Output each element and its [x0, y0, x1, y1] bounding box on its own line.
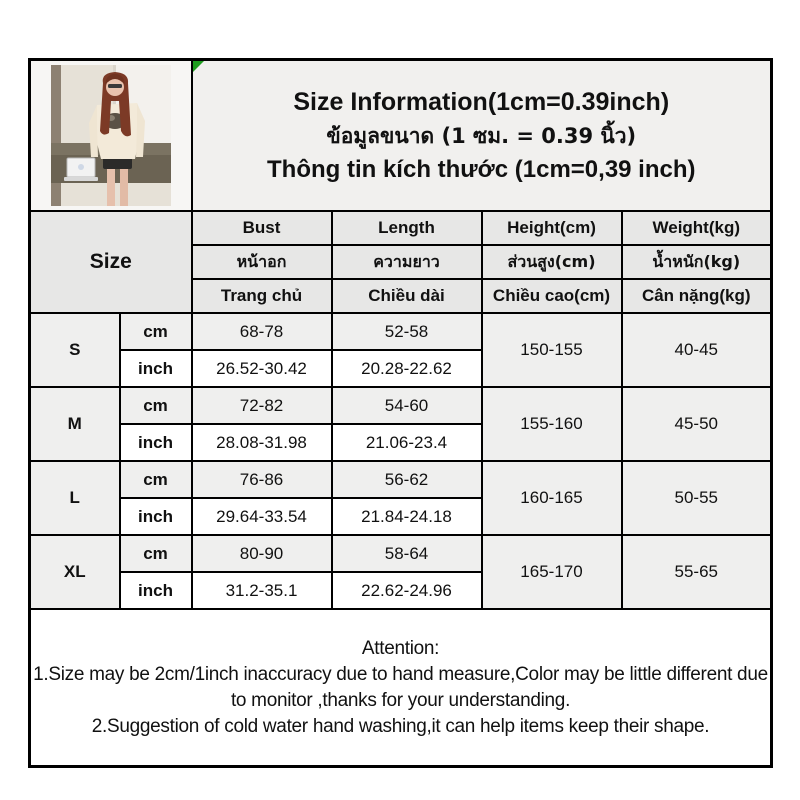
l-length-cm: 56-62: [332, 461, 482, 498]
unit-label-inch: inch: [120, 350, 192, 387]
xl-length-cm: 58-64: [332, 535, 482, 572]
table-row-l-cm: [30, 461, 772, 498]
s-height: 150-155: [482, 313, 622, 387]
col-header-length-vi: Chiều dài: [332, 279, 482, 313]
xl-bust-cm: 80-90: [192, 535, 332, 572]
title-thai: ข้อมูลขนาด (1 ซม. = 0.39 นิ้ว): [326, 123, 637, 148]
size-column-header: Size: [30, 211, 192, 313]
size-label-l: L: [30, 461, 120, 535]
col-header-weight-th: น้ำหนัก(kg): [622, 245, 772, 279]
size-information-title-cell: [192, 60, 772, 212]
s-length-cm: 52-58: [332, 313, 482, 350]
unit-label-inch: inch: [120, 424, 192, 461]
table-row-m-cm: [30, 387, 772, 424]
s-length-inch: 20.28-22.62: [332, 350, 482, 387]
l-weight: 50-55: [622, 461, 772, 535]
unit-label-cm: cm: [120, 535, 192, 572]
xl-length-inch: 22.62-24.96: [332, 572, 482, 609]
title-english: Size Information(1cm=0.39inch): [293, 87, 670, 116]
l-bust-cm: 76-86: [192, 461, 332, 498]
unit-label-cm: cm: [120, 461, 192, 498]
s-bust-cm: 68-78: [192, 313, 332, 350]
green-corner-marker: [193, 61, 204, 72]
l-bust-inch: 29.64-33.54: [192, 498, 332, 535]
title-row: [30, 60, 772, 212]
attention-note-1: 1.Size may be 2cm/1inch inaccuracy due to hand measure,Color may be little different due to monitor ,thanks for your understanding.: [33, 663, 768, 711]
m-length-inch: 21.06-23.4: [332, 424, 482, 461]
table-row-xl-cm: [30, 535, 772, 572]
col-header-length-th: ความยาว: [332, 245, 482, 279]
col-header-length-en: Length: [332, 211, 482, 245]
product-photo-cell: [30, 60, 192, 212]
attention-row: [30, 609, 772, 767]
header-row-english: [30, 211, 772, 245]
col-header-bust-en: Bust: [192, 211, 332, 245]
col-header-bust-vi: Trang chủ: [192, 279, 332, 313]
size-label-m: M: [30, 387, 120, 461]
col-header-height-vi: Chiều cao(cm): [482, 279, 622, 313]
col-header-weight-en: Weight(kg): [622, 211, 772, 245]
m-length-cm: 54-60: [332, 387, 482, 424]
table-row-s-cm: [30, 313, 772, 350]
size-chart-table: [28, 58, 773, 768]
unit-label-cm: cm: [120, 387, 192, 424]
col-header-height-th: ส่วนสูง(cm): [482, 245, 622, 279]
product-photo: [51, 65, 171, 206]
unit-label-inch: inch: [120, 572, 192, 609]
size-label-xl: XL: [30, 535, 120, 609]
xl-bust-inch: 31.2-35.1: [192, 572, 332, 609]
l-length-inch: 21.84-24.18: [332, 498, 482, 535]
attention-section: [30, 609, 772, 767]
unit-label-inch: inch: [120, 498, 192, 535]
xl-weight: 55-65: [622, 535, 772, 609]
xl-height: 165-170: [482, 535, 622, 609]
attention-note-2: 2.Suggestion of cold water hand washing,it can help items keep their shape.: [91, 715, 710, 737]
col-header-weight-vi: Cân nặng(kg): [622, 279, 772, 313]
s-bust-inch: 26.52-30.42: [192, 350, 332, 387]
unit-label-cm: cm: [120, 313, 192, 350]
attention-heading: Attention:: [361, 637, 440, 659]
l-height: 160-165: [482, 461, 622, 535]
size-label-s: S: [30, 313, 120, 387]
col-header-height-en: Height(cm): [482, 211, 622, 245]
title-vietnamese: Thông tin kích thước (1cm=0,39 inch): [267, 155, 696, 183]
m-bust-inch: 28.08-31.98: [192, 424, 332, 461]
col-header-bust-th: หน้าอก: [192, 245, 332, 279]
m-weight: 45-50: [622, 387, 772, 461]
s-weight: 40-45: [622, 313, 772, 387]
m-bust-cm: 72-82: [192, 387, 332, 424]
m-height: 155-160: [482, 387, 622, 461]
